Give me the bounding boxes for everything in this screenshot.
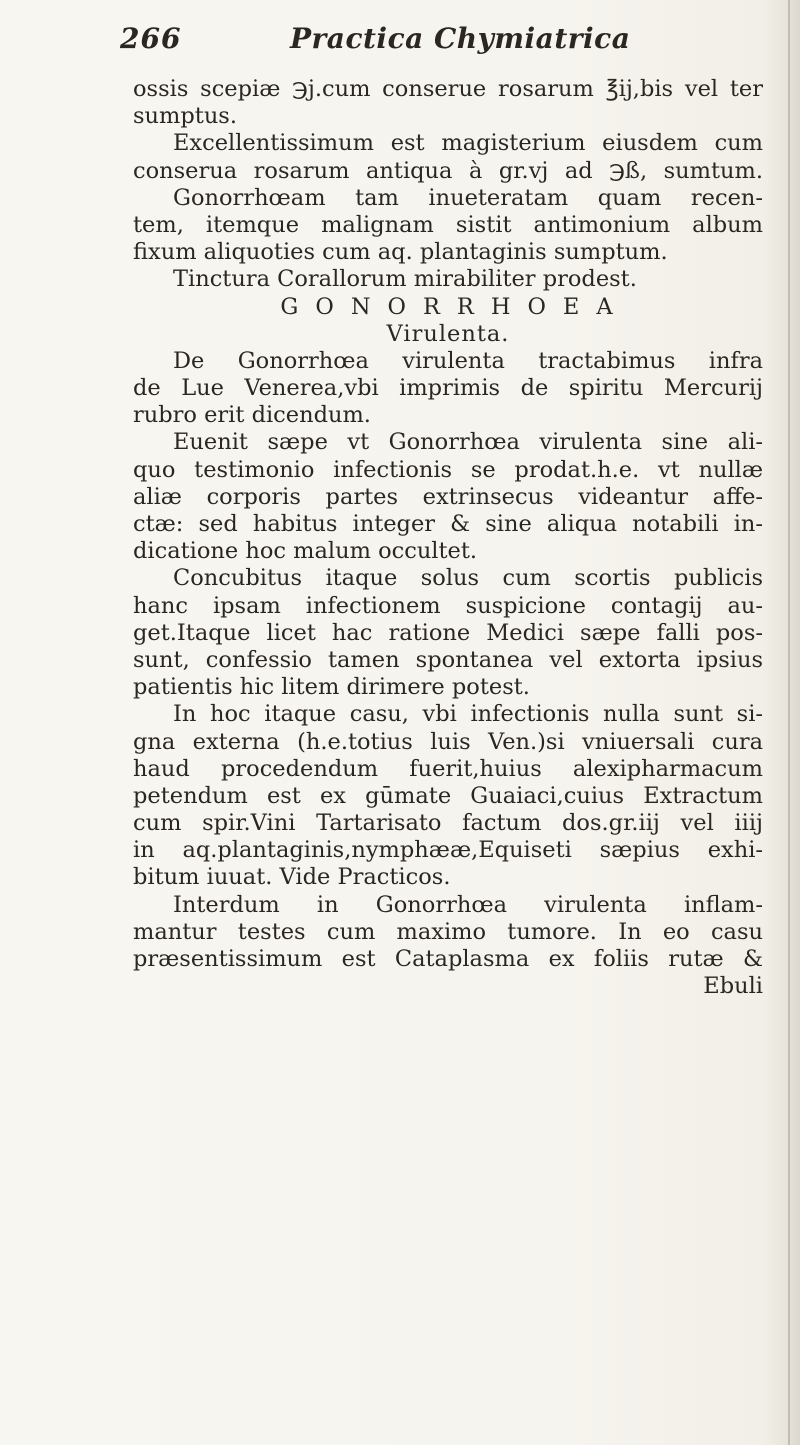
text-line: De Gonorrhœa virulenta tractabimus infra bbox=[173, 347, 763, 374]
text-line: patientis hic litem dirimere potest. bbox=[133, 674, 530, 701]
text-line: in aq.plantaginis,nymphææ,Equiseti sæpius exhi- bbox=[133, 837, 763, 864]
text-line: conserua rosarum antiqua à gr.vj ad ℈ß, sumtum. bbox=[133, 157, 763, 184]
text-line: ossis scepiæ ℈j.cum conserue rosarum ℥ij,bis vel ter bbox=[133, 76, 763, 102]
text-line: sumptus. bbox=[133, 103, 238, 130]
text-line: mantur testes cum maximo tumore. In eo casu bbox=[133, 918, 763, 945]
page-edge-shadow bbox=[764, 0, 800, 1445]
page-header bbox=[0, 22, 800, 66]
text-line: fixum aliquoties cum aq. plantaginis sumptum. bbox=[133, 239, 668, 266]
text-line: aliæ corporis partes extrinsecus videantur affe- bbox=[133, 483, 763, 510]
text-line: petendum est ex gūmate Guaiaci,cuius Extractum bbox=[133, 782, 763, 809]
text-line: Tinctura Corallorum mirabiliter prodest. bbox=[173, 266, 637, 293]
catchword: Ebuli bbox=[703, 973, 763, 1000]
text-line: Interdum in Gonorrhœa virulenta inflam- bbox=[173, 891, 763, 918]
text-line: dicatione hoc malum occultet. bbox=[133, 538, 478, 565]
text-line: tem, itemque malignam sistit antimonium album bbox=[133, 211, 763, 238]
text-line: bitum iuuat. Vide Practicos. bbox=[133, 864, 451, 891]
section-heading: GONORRHOEA bbox=[280, 293, 630, 320]
text-line: præsentissimum est Cataplasma ex foliis rutæ & bbox=[133, 946, 763, 972]
text-line: Gonorrhœam tam inueteratam quam recen- bbox=[173, 184, 763, 211]
page-edge-line bbox=[788, 0, 790, 1445]
text-line: de Lue Venerea,vbi imprimis de spiritu Mercurij bbox=[133, 375, 763, 402]
text-line: Euenit sæpe vt Gonorrhœa virulenta sine ali- bbox=[173, 429, 763, 456]
section-subheading: Virulenta. bbox=[386, 320, 510, 347]
text-line: In hoc itaque casu, vbi infectionis nulla sunt si- bbox=[173, 701, 763, 728]
running-title: Practica Chymiatrica bbox=[290, 22, 631, 55]
page-number: 266 bbox=[120, 22, 182, 55]
body-text bbox=[133, 76, 763, 1000]
text-line: quo testimonio infectionis se prodat.h.e. vt nullæ bbox=[133, 456, 763, 483]
text-line: haud procedendum fuerit,huius alexipharmacum bbox=[133, 755, 763, 782]
text-line: Excellentissimum est magisterium eiusdem cum bbox=[173, 130, 763, 157]
text-line: Concubitus itaque solus cum scortis publicis bbox=[173, 565, 763, 592]
text-line: hanc ipsam infectionem suspicione contagij au- bbox=[133, 592, 763, 619]
text-line: get.Itaque licet hac ratione Medici sæpe falli pos- bbox=[133, 619, 763, 646]
text-line: sunt, confessio tamen spontanea vel extorta ipsius bbox=[133, 646, 763, 673]
text-line: rubro erit dicendum. bbox=[133, 402, 371, 429]
text-line: gna externa (h.e.totius luis Ven.)si vniuersali cura bbox=[133, 728, 763, 755]
text-line: cum spir.Vini Tartarisato factum dos.gr.iij vel iiij bbox=[133, 810, 763, 837]
text-line: ctæ: sed habitus integer & sine aliqua notabili in- bbox=[133, 511, 763, 537]
